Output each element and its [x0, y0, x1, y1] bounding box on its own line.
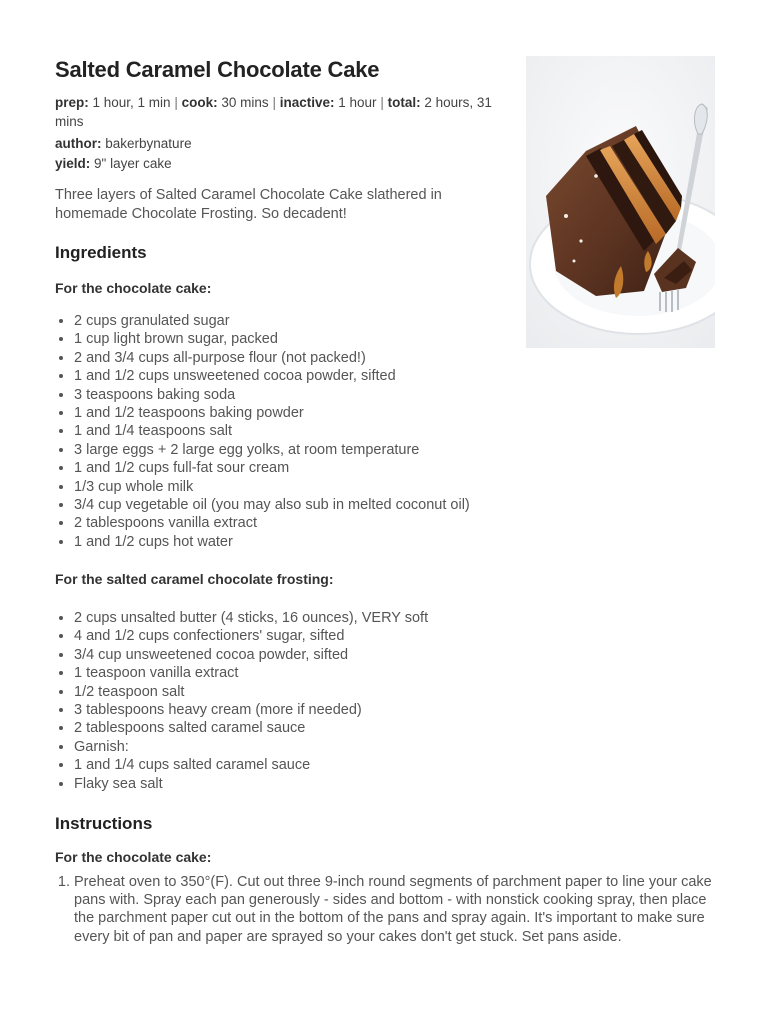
ingredient-item: • 2 cups granulated sugar — [74, 312, 470, 330]
ingredient-item: • 1 and 1/4 teaspoons salt — [74, 422, 470, 440]
recipe-summary: Three layers of Salted Caramel Chocolate Cake slathered in homemade Chocolate Frosting. So decadent! — [55, 187, 442, 222]
frosting-ingredients-subheading: For the salted caramel chocolate frosting: — [55, 571, 334, 587]
cake-ingredients-list — [55, 312, 470, 551]
ingredient-item: • Flaky sea salt — [74, 775, 428, 793]
ingredient-item: • 2 tablespoons salted caramel sauce — [74, 719, 428, 737]
instruction-step: 1. Preheat oven to 350°(F). Cut out three 9-inch round segments of parchment paper to line your cake pans with. Spray each pan generously - sides and bottom - with nonstick cooking spray, then place the parchment paper cut out in the bottom of the pans and spray again. It's important to make sure every bit of pan and paper are sprayed so your cakes don't get stuck. Set pans aside. — [74, 873, 715, 946]
recipe-author — [55, 134, 505, 153]
instructions-heading: Instructions — [55, 814, 153, 833]
total-value: 2 hours, 31 mins — [55, 95, 492, 129]
ingredient-item: • 1 and 1/2 cups unsweetened cocoa powder, sifted — [74, 367, 470, 385]
cook-label: cook: — [181, 95, 218, 110]
cake-photo — [526, 56, 715, 348]
inactive-label: inactive: — [279, 95, 335, 110]
instructions-list — [55, 873, 715, 946]
ingredients-heading: Ingredients — [55, 243, 147, 262]
meta-separator: | — [174, 95, 178, 110]
prep-label: prep: — [55, 95, 89, 110]
ingredient-item: • 3 large eggs + 2 large egg yolks, at room temperature — [74, 441, 470, 459]
ingredient-item: • 2 and 3/4 cups all-purpose flour (not packed!) — [74, 349, 470, 367]
ingredient-item: • 1/2 teaspoon salt — [74, 683, 428, 701]
cake-ingredients-subheading: For the chocolate cake: — [55, 280, 212, 296]
ingredient-item: • 3 tablespoons heavy cream (more if needed) — [74, 701, 428, 719]
cook-value: 30 mins — [221, 95, 269, 110]
author-label: author: — [55, 136, 102, 151]
ingredient-item: • 1 and 1/2 cups hot water — [74, 533, 470, 551]
cake-slice-illustration — [526, 56, 715, 348]
ingredient-item: • 1 teaspoon vanilla extract — [74, 664, 428, 682]
frosting-ingredients-list — [55, 609, 428, 793]
prep-value: 1 hour, 1 min — [92, 95, 171, 110]
ingredient-item: • 1 cup light brown sugar, packed — [74, 330, 470, 348]
ingredient-item: • 1 and 1/2 cups full-fat sour cream — [74, 459, 470, 477]
recipe-yield — [55, 154, 505, 173]
recipe-times — [55, 93, 505, 131]
yield-value: 9" layer cake — [94, 156, 172, 171]
yield-label: yield: — [55, 156, 91, 171]
meta-separator: | — [272, 95, 276, 110]
ingredient-item: • 2 tablespoons vanilla extract — [74, 514, 470, 532]
ingredient-item: • 3 teaspoons baking soda — [74, 386, 470, 404]
ingredient-item: • 1 and 1/4 cups salted caramel sauce — [74, 756, 428, 774]
ingredient-item: • 2 cups unsalted butter (4 sticks, 16 ounces), VERY soft — [74, 609, 428, 627]
inactive-value: 1 hour — [338, 95, 377, 110]
total-label: total: — [387, 95, 421, 110]
meta-separator: | — [380, 95, 384, 110]
instructions-cake-subheading: For the chocolate cake: — [55, 849, 212, 865]
ingredient-item: • 1/3 cup whole milk — [74, 478, 470, 496]
author-value: bakerbynature — [105, 136, 192, 151]
ingredient-item: • Garnish: — [74, 738, 428, 756]
ingredient-item: • 4 and 1/2 cups confectioners' sugar, sifted — [74, 627, 428, 645]
ingredient-item: • 3/4 cup unsweetened cocoa powder, sifted — [74, 646, 428, 664]
ingredient-item: • 3/4 cup vegetable oil (you may also sub in melted coconut oil) — [74, 496, 470, 514]
recipe-title: Salted Caramel Chocolate Cake — [55, 57, 380, 82]
ingredient-item: • 1 and 1/2 teaspoons baking powder — [74, 404, 470, 422]
